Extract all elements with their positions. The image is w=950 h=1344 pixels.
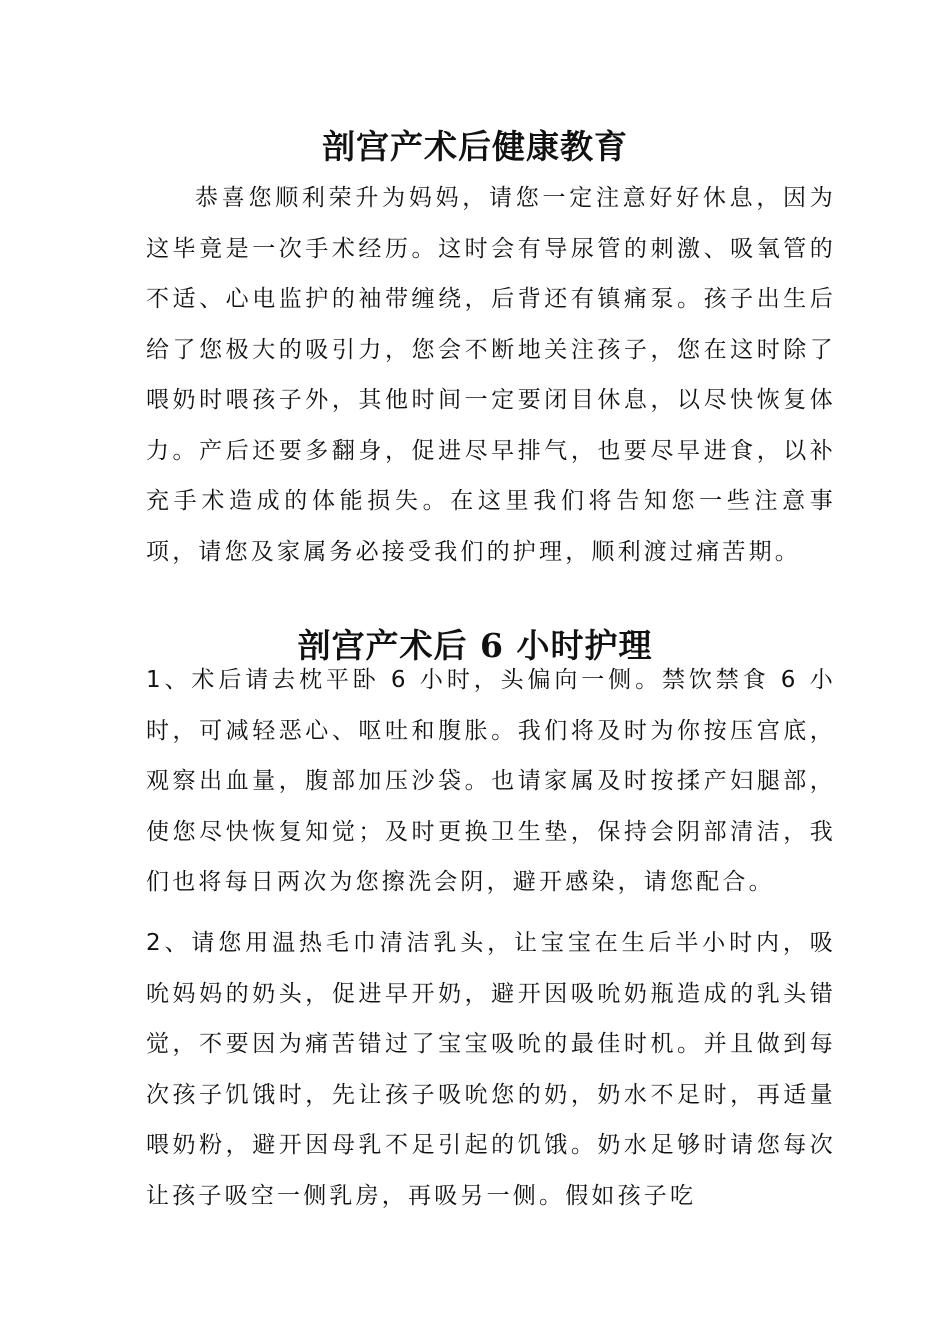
section-title: 剖宫产术后 6 小时护理 [297, 626, 653, 665]
list-item: 2、请您用温热毛巾清洁乳头，让宝宝在生后半小时内，吸吮妈妈的奶头，促进早开奶，避开因吸吮奶瓶造成的乳头错觉，不要因为痛苦错过了宝宝吸吮的最佳时机。并且做到每次孩子饥饿时，先让孩子吸吮您的奶，奶水不足时，再适量喂奶粉，避开因母乳不足引起的饥饿。奶水足够时请您每次让孩子吸空一侧乳房，再吸另一侧。假如孩子吃 [146, 930, 836, 1209]
document-title: 剖宫产术后健康教育 [322, 127, 628, 166]
intro-paragraph: 恭喜您顺利荣升为妈妈，请您一定注意好好休息，因为这毕竟是一次手术经历。这时会有导尿管的刺激、吸氧管的不适、心电监护的袖带缠绕，后背还有镇痛泵。孩子出生后给了您极大的吸引力，您会不断地关注孩子，您在这时除了喂奶时喂孩子外，其他时间一定要闭目休息，以尽快恢复体力。产后还要多翻身，促进尽早排气，也要尽早进食，以补充手术造成的体能损失。在这里我们将告知您一些注意事项，请您及家属务必接受我们的护理，顺利渡过痛苦期。 [146, 185, 836, 565]
list-item: 1、术后请去枕平卧 6 小时，头偏向一侧。禁饮禁食 6 小时，可减轻恶心、呕吐和腹胀。我们将及时为你按压宫底，观察出血量，腹部加压沙袋。也请家属及时按揉产妇腿部，使您尽快恢复知觉；及时更换卫生垫，保持会阴部清洁，我们也将每日两次为您擦洗会阴，避开感染，请您配合。 [146, 667, 836, 895]
